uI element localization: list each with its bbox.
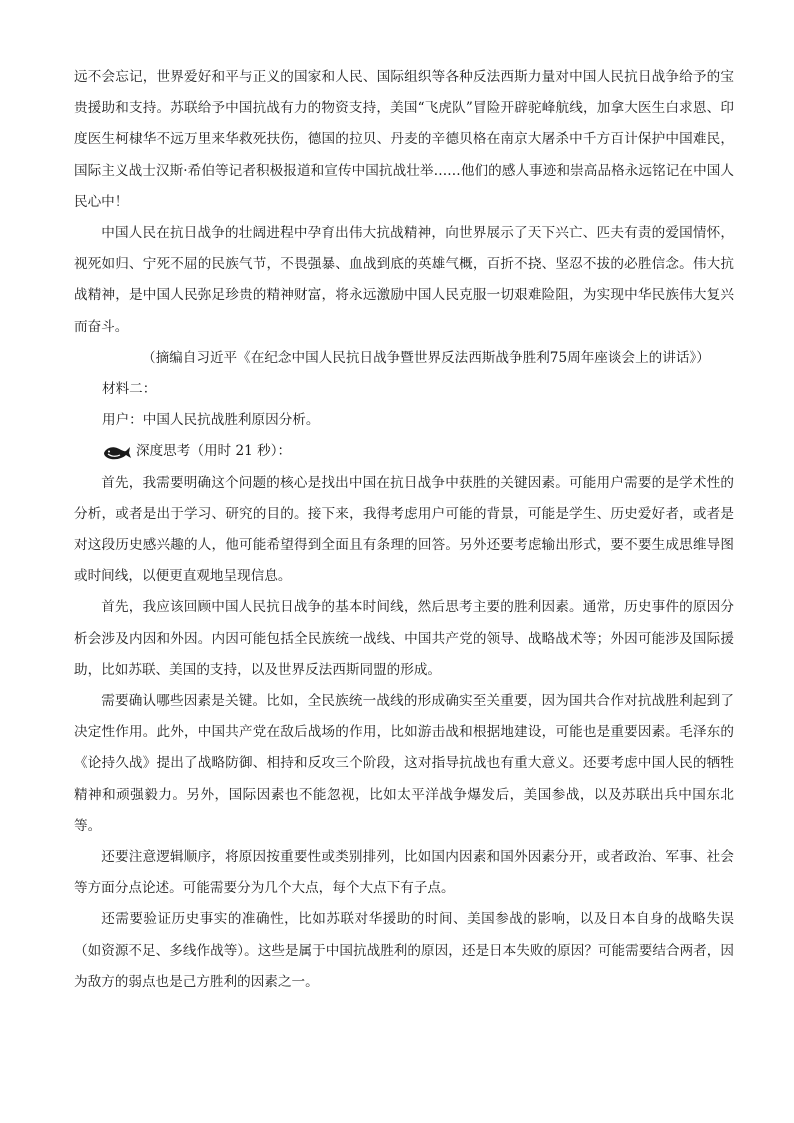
document-page	[74, 62, 734, 998]
think-paragraph-3: 需要确认哪些因素是关键。比如，全民族统一战线的形成确实至关重要，因为国共合作对抗战胜利起到了决定性作用。此外，中国共产党在敌后战场的作用，比如游击战和根据地建设，可能也是重要因素。毛泽东的《论持久战》提出了战略防御、相持和反攻三个阶段，这对指导抗战也有重大意义。还要考虑中国人民的牺牲精神和顽强毅力。另外，国际因素也不能忽视，比如太平洋战争爆发后，美国参战，以及苏联出兵中国东北等。	[74, 693, 734, 834]
think-paragraph-5: 还需要验证历史事实的准确性，比如苏联对华援助的时间、美国参战的影响，以及日本自身的战略失误（如资源不足、多线作战等）。这些是属于中国抗战胜利的原因，还是日本失败的原因？可能需要结合两者，因为敌方的弱点也是己方胜利的因素之一。	[74, 911, 734, 990]
deep-think-label: 深度思考（用时 21 秒）：	[136, 443, 292, 460]
think-paragraph-4: 还要注意逻辑顺序，将原因按重要性或类别排列，比如国内因素和国外因素分开，或者政治、军事、社会等方面分点论述。可能需要分为几个大点，每个大点下有子点。	[74, 849, 734, 897]
think-paragraph-1: 首先，我需要明确这个问题的核心是找出中国在抗日战争中获胜的关键因素。可能用户需要的是学术性的分析，或者是出于学习、研究的目的。接下来，我得考虑用户可能的背景，可能是学生、历史爱好者，或者是对这段历史感兴趣的人，他可能希望得到全面且有条理的回答。另外还要考虑输出形式，要不要生成思维导图或时间线，以便更直观地呈现信息。	[74, 474, 734, 585]
material-two-label: 材料二：	[102, 381, 157, 398]
deep-think-whale-icon	[102, 443, 132, 461]
user-query-line: 用户：中国人民抗战胜利原因分析。	[102, 412, 320, 429]
think-paragraph-2: 首先，我应该回顾中国人民抗日战争的基本时间线，然后思考主要的胜利因素。通常，历史事件的原因分析会涉及内因和外因。内因可能包括全民族统一战线、中国共产党的领导、战略战术等；外因可能涉及国际援助，比如苏联、美国的支持，以及世界反法西斯同盟的形成。	[74, 599, 734, 678]
deep-think-header	[74, 436, 734, 467]
material-one-paragraph-2: 中国人民在抗日战争的壮阔进程中孕育出伟大抗战精神，向世界展示了天下兴亡、匹夫有责的爱国情怀，视死如归、宁死不屈的民族气节，不畏强暴、血战到底的英雄气概，百折不挠、坚忍不拔的必胜信念。伟大抗战精神，是中国人民弥足珍贵的精神财富，将永远激励中国人民克服一切艰难险阻，为实现中华民族伟大复兴而奋斗。	[74, 225, 734, 335]
material-one-source: （摘编自习近平《在纪念中国人民抗日战争暨世界反法西斯战争胜利75周年座谈会上的讲话》）	[142, 349, 710, 366]
material-one-paragraph-1: 远不会忘记，世界爱好和平与正义的国家和人民、国际组织等各种反法西斯力量对中国人民抗日战争给予的宝贵援助和支持。苏联给予中国抗战有力的物资支持，美国“飞虎队”冒险开辟驼峰航线，加拿大医生白求恩、印度医生柯棣华不远万里来华救死扶伤，德国的拉贝、丹麦的辛德贝格在南京大屠杀中千方百计保护中国难民，国际主义战士汉斯·希伯等记者积极报道和宣传中国抗战壮举……他们的感人事迹和崇高品格永远铭记在中国人民心中！	[74, 69, 734, 210]
